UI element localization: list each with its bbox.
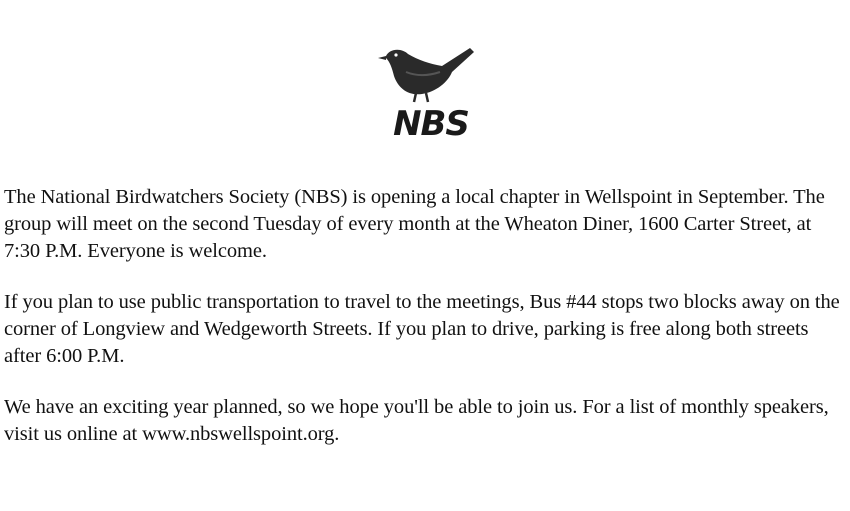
logo-text: NBS bbox=[393, 104, 469, 144]
paragraph-transportation: If you plan to use public transportation to travel to the meetings, Bus #44 stops two blocks away on the corner of Longview and Wedgeworth Streets. If you plan to drive, parking is free along both streets after 6:00 P.M. bbox=[4, 291, 840, 367]
bird-icon bbox=[378, 42, 478, 104]
flyer-body bbox=[4, 184, 846, 472]
paragraph-meeting-info: The National Birdwatchers Society (NBS) is opening a local chapter in Wellspoint in September. The group will meet on the second Tuesday of every month at the Wheaton Diner, 1600 Carter Street, at 7:30 P.M. Everyone is welcome. bbox=[4, 186, 825, 262]
paragraph-invitation: We have an exciting year planned, so we hope you'll be able to join us. For a list of monthly speakers, visit us online at www.nbswellspoint.org. bbox=[4, 396, 829, 445]
nbs-logo bbox=[360, 40, 490, 150]
